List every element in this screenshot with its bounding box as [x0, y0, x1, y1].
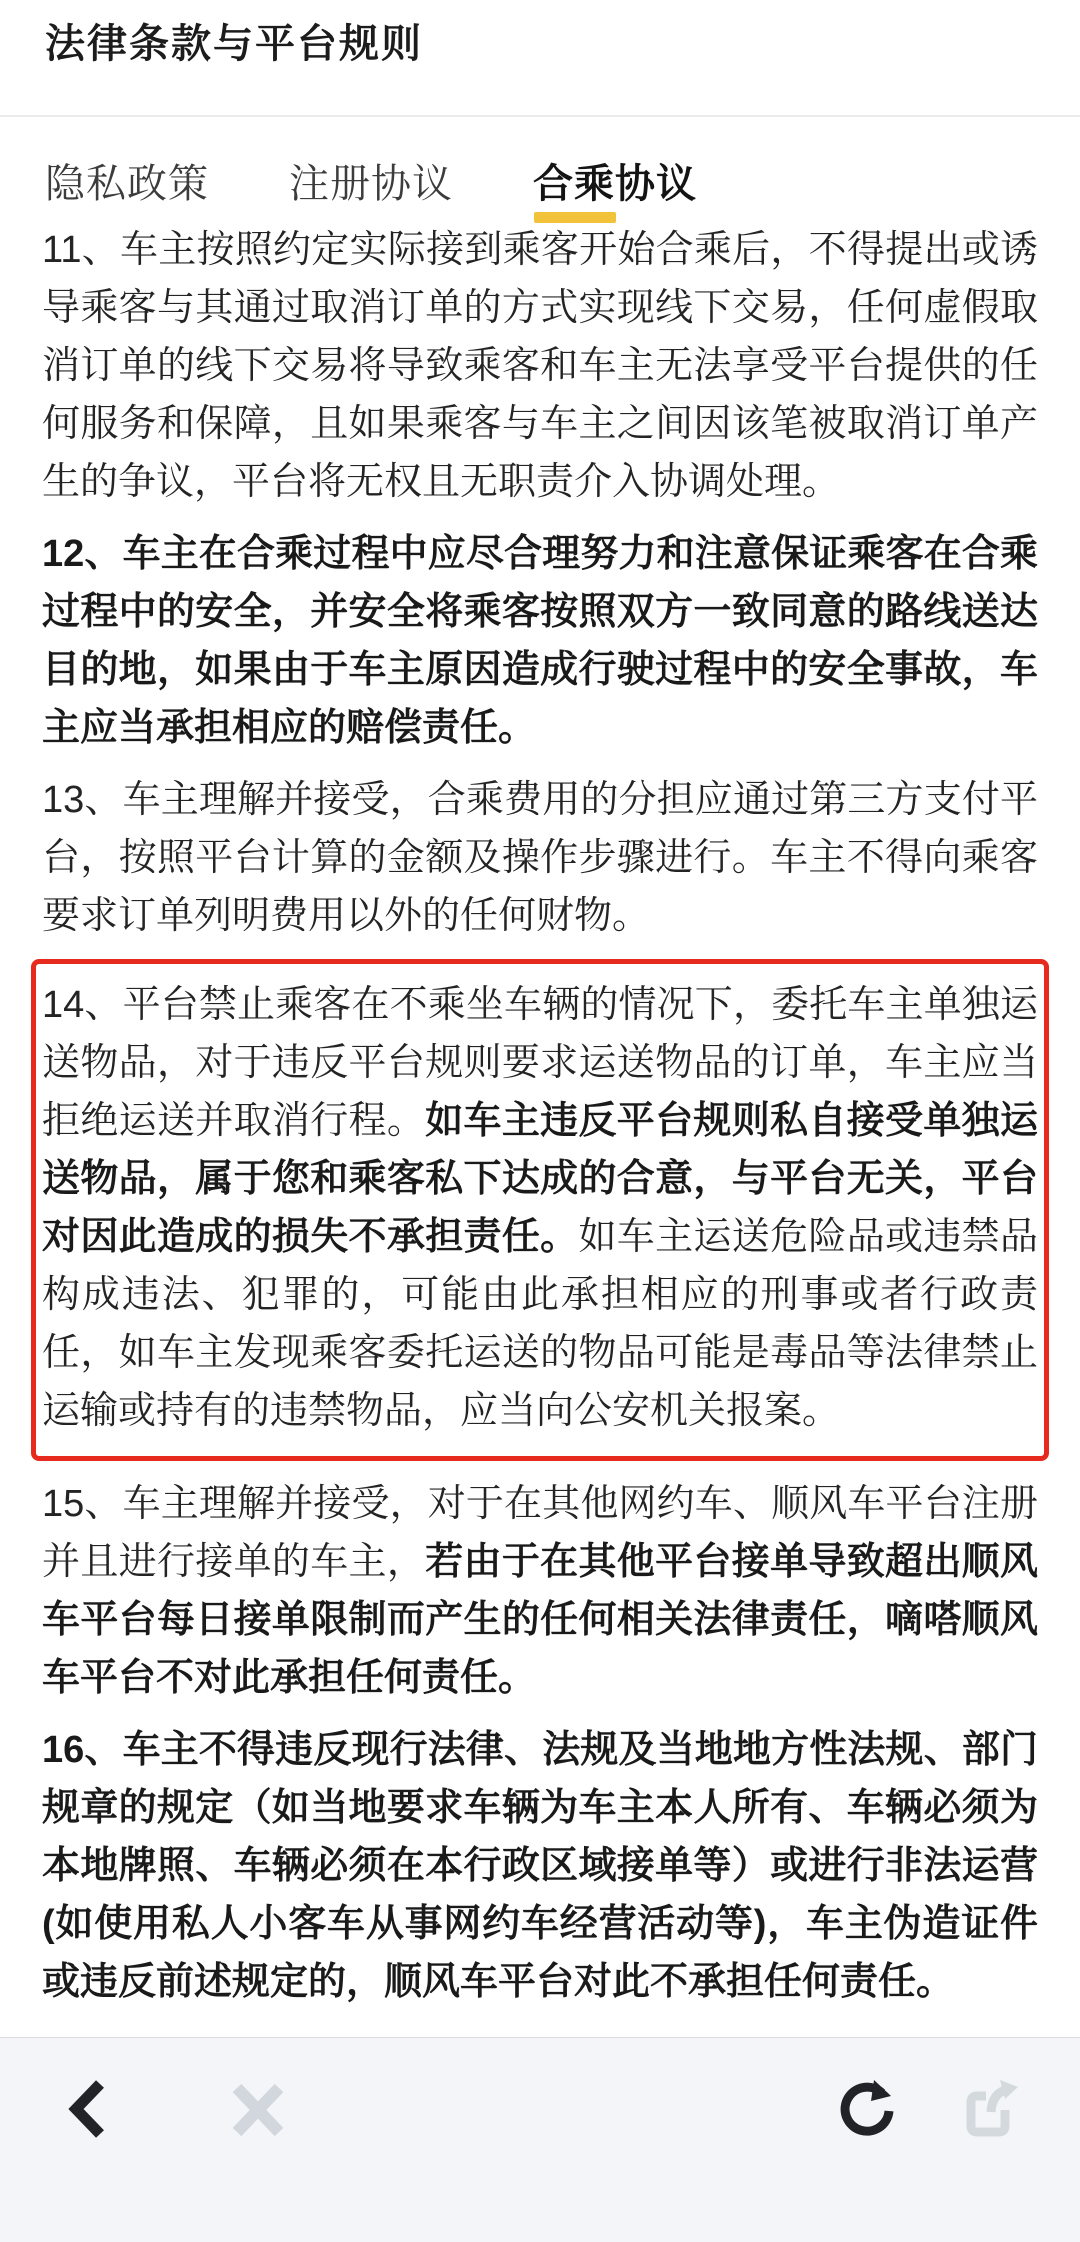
paragraph-segment-bold: 12、车主在合乘过程中应尽合理努力和注意保证乘客在合乘过程中的安全，并安全将乘客按照双方一致同意的路线送达目的地，如果由于车主原因造成行驶过程中的安全事故，车主应当承担相应的赔偿责任。 — [42, 533, 1038, 749]
terms-body — [0, 221, 1080, 2011]
refresh-button[interactable] — [838, 2078, 898, 2140]
paragraph — [42, 771, 1038, 945]
highlight-box — [31, 959, 1049, 1461]
paragraph-segment: 14、平台禁止乘客在不乘坐车辆的情况下，委托车主单独运送物品，对于违反平台规则要求运送物品的订单，车主应当拒绝运送并取消行程。 — [42, 984, 1038, 1142]
back-button[interactable] — [60, 2078, 120, 2140]
refresh-icon — [838, 2078, 898, 2140]
paragraph-segment-bold: 如车主违反平台规则私自接受单独运送物品，属于您和乘客私下达成的合意，与平台无关，平台对因此造成的损失不承担责任。 — [42, 1100, 1038, 1258]
active-tab-underline — [534, 212, 616, 223]
tab-registration-agreement[interactable]: 注册协议 — [289, 162, 453, 206]
tab-carpool-agreement[interactable] — [533, 163, 697, 205]
paragraph — [42, 221, 1038, 511]
tab-carpool-agreement-label: 合乘协议 — [533, 162, 697, 206]
back-icon — [60, 2078, 120, 2140]
paragraph-segment-bold: 16、车主不得违反现行法律、法规及当地地方性法规、部门规章的规定（如当地要求车辆为车主本人所有、车辆必须为本地牌照、车辆必须在本行政区域接单等）或进行非法运营(如使用私人小客车从事网约车经营活动等)，车主伪造证件或违反前述规定的，顺风车平台对此不承担任何责任。 — [42, 1729, 1038, 2003]
paragraph-segment: 15、车主理解并接受，对于在其他网约车、顺风车平台注册并且进行接单的车主， — [42, 1483, 1038, 1583]
close-button[interactable] — [228, 2078, 288, 2140]
share-icon — [962, 2078, 1022, 2140]
close-icon — [228, 2078, 288, 2140]
share-button[interactable] — [962, 2078, 1022, 2140]
paragraph — [42, 1475, 1038, 1707]
browser-toolbar — [0, 2037, 1080, 2242]
paragraph — [42, 976, 1038, 1440]
paragraph-segment: 13、车主理解并接受，合乘费用的分担应通过第三方支付平台，按照平台计算的金额及操作步骤进行。车主不得向乘客要求订单列明费用以外的任何财物。 — [42, 779, 1038, 937]
tab-privacy-policy[interactable]: 隐私政策 — [45, 162, 209, 206]
paragraph — [42, 525, 1038, 757]
paragraph-segment-bold: 若由于在其他平台接单导致超出顺风车平台每日接单限制而产生的任何相关法律责任，嘀嗒顺风车平台不对此承担任何责任。 — [42, 1541, 1038, 1699]
page-title: 法律条款与平台规则 — [45, 22, 423, 66]
paragraph-segment: 如车主运送危险品或违禁品构成违法、犯罪的，可能由此承担相应的刑事或者行政责任，如车主发现乘客委托运送的物品可能是毒品等法律禁止运输或持有的违禁物品，应当向公安机关报案。 — [42, 1216, 1038, 1432]
paragraph-segment: 11、车主按照约定实际接到乘客开始合乘后，不得提出或诱导乘客与其通过取消订单的方式实现线下交易，任何虚假取消订单的线下交易将导致乘客和车主无法享受平台提供的任何服务和保障，且如果乘客与车主之间因该笔被取消订单产生的争议，平台将无权且无职责介入协调处理。 — [42, 229, 1038, 503]
paragraph — [42, 1721, 1038, 2011]
tab-bar — [0, 163, 1080, 205]
header — [0, 0, 1080, 117]
